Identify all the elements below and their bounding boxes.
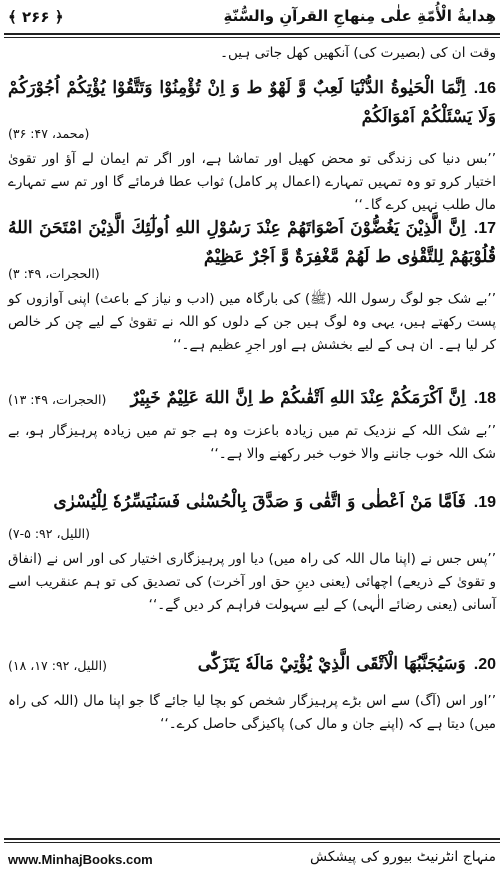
verse-reference: (اللیل، ۹۲: ۱۷، ۱۸) [8, 658, 107, 673]
verse-number: 17. [473, 220, 496, 237]
verse-translation: ’’بے شک جو لوگ رسول اللہ (ﷺ) کی بارگاہ میں (ادب و نیاز کے باعث) اپنی آوازوں کو پست رکھتے ہیں، یہی وہ لوگ ہیں جن کے دلوں کو اللہ نے تقویٰ کے لیے چن کر خالص کر لیا ہے۔ ان ہی کے لیے بخشش ہے اور اجرِ عظیم ہے۔‘‘ [8, 291, 496, 353]
verse-number: 20. [473, 656, 496, 673]
website-link[interactable]: www.MinhajBooks.com [8, 852, 153, 867]
verse-text: اِنَّ اَكْرَمَكُمْ عِنْدَ اللهِ اَتْقٰىكُمْ ط اِنَّ اللهَ عَلِيْمٌ خَبِيْرٌ [130, 388, 466, 408]
verse-text: فَاَمَّا مَنْ اَعْطٰى وَ اتَّقٰى وَ صَدَّقَ بِالْحُسْنٰى فَسَنُيَسِّرُهٗ لِلْيُسْرٰى [53, 492, 466, 512]
verse-text: اِنَّ الَّذِيْنَ يَغُضُّوْنَ اَصْوَاتَهُمْ عِنْدَ رَسُوْلِ اللهِ اُولٰٓئِكَ الَّذِيْنَ امْتَحَنَ اللهُ قُلُوْبَهُمْ لِلتَّقْوٰى ط لَهُمْ مَّغْفِرَةٌ وَّ اَجْرٌ عَظِيْمٌ [8, 218, 496, 267]
verse-number: 19. [473, 494, 496, 511]
verse-reference: (محمد، ۴۷: ۳۶) [8, 126, 90, 141]
footer-rule-thin [4, 842, 500, 843]
verse-reference: (الحجرات، ۴۹: ۳) [8, 266, 100, 281]
verse-text: اِنَّمَا الْحَيٰوةُ الدُّنْيَا لَعِبٌ وَّ لَهْوٌ ط وَ اِنْ تُؤْمِنُوْا وَتَتَّقُوْا يُؤْتِكُمْ اُجُوْرَكُمْ وَلَا يَسْئَلْكُمْ اَمْوَالَكُمْ [8, 78, 496, 127]
verse-reference: (اللیل، ۹۲: ۵-۷) [8, 526, 91, 541]
verse-number: 16. [473, 80, 496, 97]
footer-rule-thick [4, 838, 500, 840]
header-rule-thick [4, 33, 500, 35]
verse-arabic [8, 488, 496, 517]
intro-line: وقت ان کی (بصیرت کی) آنکھیں کھل جاتی ہیں۔ [220, 45, 496, 61]
page-header [4, 4, 500, 34]
book-title: هِدايةُ الْأُمّةِ علٰی مِنهاجِ القرآنِ والسُّنّةِ [223, 7, 496, 25]
page-number: ﴾ ۲۶۶ ﴿ [8, 8, 64, 26]
verse-translation: ’’بس دنیا کی زندگی تو محض کھیل اور تماشا ہے، اور اگر تم ایمان لے آؤ اور تقویٰ اختیار کرو تو وہ تمہیں تمہارے (اعمال پر کامل) ثواب عطا فرمائے گا اور تم سے تمہارے مال طلب نہیں کرے گا۔‘‘ [8, 151, 496, 213]
verse-translation: ’’پس جس نے (اپنا مال اللہ کی راہ میں) دیا اور پرہیزگاری اختیار کی اور اس نے (انفاق و تقویٰ کے ذریعے) اچھائی (یعنی دینِ حق اور آخرت) کی تصدیق کی تو ہم عنقریب اسے آسانی (یعنی رضائے الٰہی) کے لیے سہولت فراہم کر دیں گے۔‘‘ [8, 551, 496, 613]
verse-translation: ’’بے شک اللہ کے نزدیک تم میں زیادہ باعزت وہ ہے جو تم میں زیادہ پرہیزگار ہو، بے شک اللہ خوب جاننے والا خوب خبر رکھنے والا ہے۔‘‘ [8, 423, 496, 462]
publisher-credit: منہاج انٹرنیٹ بیورو کی پیشکش [309, 849, 496, 865]
verse-arabic [8, 74, 496, 131]
page-footer [4, 838, 500, 872]
verse-text: وَسَيُجَنَّبُهَا الْاَتْقَى الَّذِيْ يُؤْتِيْ مَالَهٗ يَتَزَكّٰى [197, 654, 466, 674]
verse-reference: (الحجرات، ۴۹: ۱۳) [8, 392, 107, 407]
header-rule-thin [4, 37, 500, 38]
verse-number: 18. [473, 390, 496, 407]
verse-arabic [8, 214, 496, 271]
verse-translation: ’’اور اس (آگ) سے اس بڑے پرہیزگار شخص کو بچا لیا جائے گا جو اپنا مال (اللہ کی راہ میں) دیتا ہے کہ (اپنے جان و مال کی) پاکیزگی حاصل کرے۔‘‘ [8, 693, 496, 732]
